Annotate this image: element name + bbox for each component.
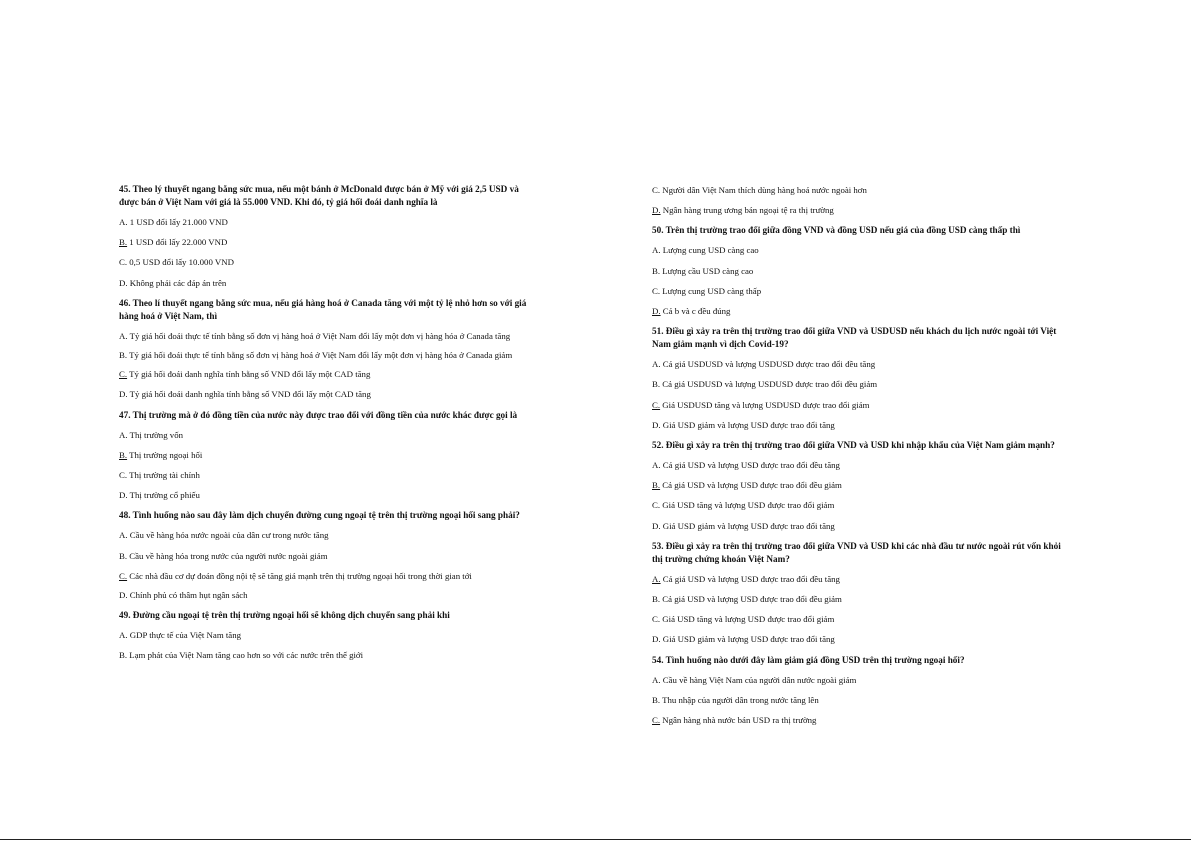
question-block — [652, 224, 1064, 317]
right-column — [652, 184, 1064, 734]
question-continuation — [652, 184, 1064, 216]
answer-option: C. Thị trường tài chính — [119, 470, 200, 481]
answer-option: D. Tỷ giá hối đoái danh nghĩa tính bằng số VND đổi lấy một CAD tăng — [119, 389, 371, 400]
question-text: 47. Thị trường mà ở đó đồng tiền của nước này được trao đổi với đồng tiền của nước khác được gọi là — [119, 409, 518, 420]
answer-option: B. Lượng cầu USD càng cao — [652, 265, 754, 276]
answer-option: A. Tỷ giá hối đoái thực tế tính bằng số đơn vị hàng hoá ở Việt Nam đổi lấy một đơn vị hàng hóa ở Canada tăng — [119, 330, 511, 341]
question-block — [119, 297, 531, 401]
answer-option: D. Giá USD giảm và lượng USD được trao đổi tăng — [652, 419, 835, 430]
answer-option: A. Thị trường vốn — [119, 429, 184, 440]
question-text: 53. Điều gì xảy ra trên thị trường trao đổi giữa VND và USD khi các nhà đầu tư nước ngoài rút vốn khỏi thị trường chứng khoán Việt Nam? — [652, 540, 1061, 564]
answer-option: A. Lượng cung USD càng cao — [652, 245, 759, 256]
answer-option: B. Cả giá USD và lượng USD được trao đổi đều giảm — [652, 594, 842, 605]
left-column — [119, 183, 531, 670]
answer-option: C. Giá USD tăng và lượng USD được trao đổi giảm — [652, 614, 835, 625]
answer-option: D. Giá USD giảm và lượng USD được trao đổi tăng — [652, 520, 835, 531]
answer-option: B. Cả giá USDUSD và lượng USDUSD được trao đổi đều giảm — [652, 379, 878, 390]
answer-option-marked: B. Thị trường ngoại hối — [119, 449, 203, 460]
question-text: 48. Tình huống nào sau đây làm dịch chuyển đường cung ngoại tệ trên thị trường ngoại hối sang phải? — [119, 510, 520, 521]
answer-option-marked: C. Ngân hàng nhà nước bán USD ra thị trường — [652, 715, 817, 726]
answer-option: D. Giá USD giảm và lượng USD được trao đổi tăng — [652, 634, 835, 645]
question-block — [652, 540, 1064, 646]
answer-option: A. Cả giá USD và lượng USD được trao đổi đều tăng — [652, 460, 840, 471]
answer-option-marked: B. 1 USD đổi lấy 22.000 VND — [119, 237, 228, 248]
answer-option-marked: C. Các nhà đầu cơ dự đoán đồng nội tệ sẽ tăng giá mạnh trên thị trường ngoại hối trong thời gian tới — [119, 570, 472, 581]
answer-option: B. Cầu về hàng hóa trong nước của người nước ngoài giảm — [119, 550, 328, 561]
question-block — [652, 439, 1064, 532]
answer-option-marked: D. Cả b và c đều đúng — [652, 306, 731, 317]
answer-option: B. Tỷ giá hối đoái thực tế tính bằng số đơn vị hàng hoá ở Việt Nam đổi lấy một đơn vị hàng hóa ở Canada giảm — [119, 350, 513, 361]
question-text: 50. Trên thị trường trao đổi giữa đồng VND và đồng USD nếu giá của đồng USD càng thấp thì — [652, 225, 1021, 236]
answer-option-marked: C. Tỷ giá hối đoái danh nghĩa tính bằng số VND đổi lấy một CAD tăng — [119, 369, 371, 380]
answer-option: A. GDP thực tế của Việt Nam tăng — [119, 630, 242, 641]
answer-option-marked: A. Cả giá USD và lượng USD được trao đổi đều tăng — [652, 573, 840, 584]
answer-option: D. Chính phủ có thâm hụt ngân sách — [119, 590, 248, 601]
question-text: 54. Tình huống nào dưới đây làm giảm giá đồng USD trên thị trường ngoại hối? — [652, 654, 965, 665]
answer-option-marked: D. Ngân hàng trung ương bán ngoại tệ ra thị trường — [652, 205, 834, 216]
question-text: 45. Theo lý thuyết ngang bằng sức mua, nếu một bánh ở McDonald được bán ở Mỹ với giá 2,5 USD và được bán ở Việt Nam với giá là 55.000 VND. Khi đó, tỷ giá hối đoái danh nghĩa là — [119, 184, 519, 207]
question-block — [119, 409, 531, 502]
question-text: 49. Đường cầu ngoại tệ trên thị trường ngoại hối sẽ không dịch chuyển sang phải khi — [119, 610, 450, 621]
question-block — [119, 609, 531, 661]
answer-option: A. Cầu về hàng hóa nước ngoài của dân cư trong nước tăng — [119, 530, 329, 541]
question-text: 46. Theo lí thuyết ngang bằng sức mua, nếu giá hàng hoá ở Canada tăng với một tỷ lệ nhỏ hơn so với giá hàng hoá ở Việt Nam, thì — [119, 297, 527, 321]
answer-option: A. Cả giá USDUSD và lượng USDUSD được trao đổi đều tăng — [652, 359, 876, 370]
answer-option: C. 0,5 USD đổi lấy 10.000 VND — [119, 257, 234, 268]
answer-option: D. Không phải các đáp án trên — [119, 277, 227, 288]
question-block — [119, 183, 531, 289]
question-text: 52. Điều gì xảy ra trên thị trường trao đổi giữa VND và USD khi nhập khẩu của Việt Nam giảm mạnh? — [652, 440, 1055, 451]
answer-option: D. Thị trường cổ phiếu — [119, 490, 200, 501]
question-text: 51. Điều gì xảy ra trên thị trường trao đổi giữa VND và USDUSD nếu khách du lịch nước ngoài tới Việt Nam giảm mạnh vì dịch Covid-19? — [652, 326, 1057, 350]
answer-option: A. Cầu về hàng Việt Nam của người dân nước ngoài giảm — [652, 674, 857, 685]
page-bottom-divider — [0, 839, 1191, 840]
answer-option-marked: B. Cả giá USD và lượng USD được trao đổi đều giảm — [652, 480, 842, 491]
question-block — [652, 654, 1064, 727]
question-block — [119, 509, 531, 601]
question-block — [652, 325, 1064, 431]
answer-option: B. Thu nhập của người dân trong nước tăng lên — [652, 694, 819, 705]
answer-option: C. Lượng cung USD càng thấp — [652, 285, 762, 296]
answer-option: A. 1 USD đổi lấy 21.000 VND — [119, 217, 228, 227]
answer-option: C. Người dân Việt Nam thích dùng hàng hoá nước ngoài hơn — [652, 185, 867, 195]
answer-option: B. Lạm phát của Việt Nam tăng cao hơn so với các nước trên thế giới — [119, 650, 364, 661]
answer-option: C. Giá USD tăng và lượng USD được trao đổi giảm — [652, 500, 835, 511]
answer-option-marked: C. Giá USDUSD tăng và lượng USDUSD được trao đổi giảm — [652, 399, 870, 410]
